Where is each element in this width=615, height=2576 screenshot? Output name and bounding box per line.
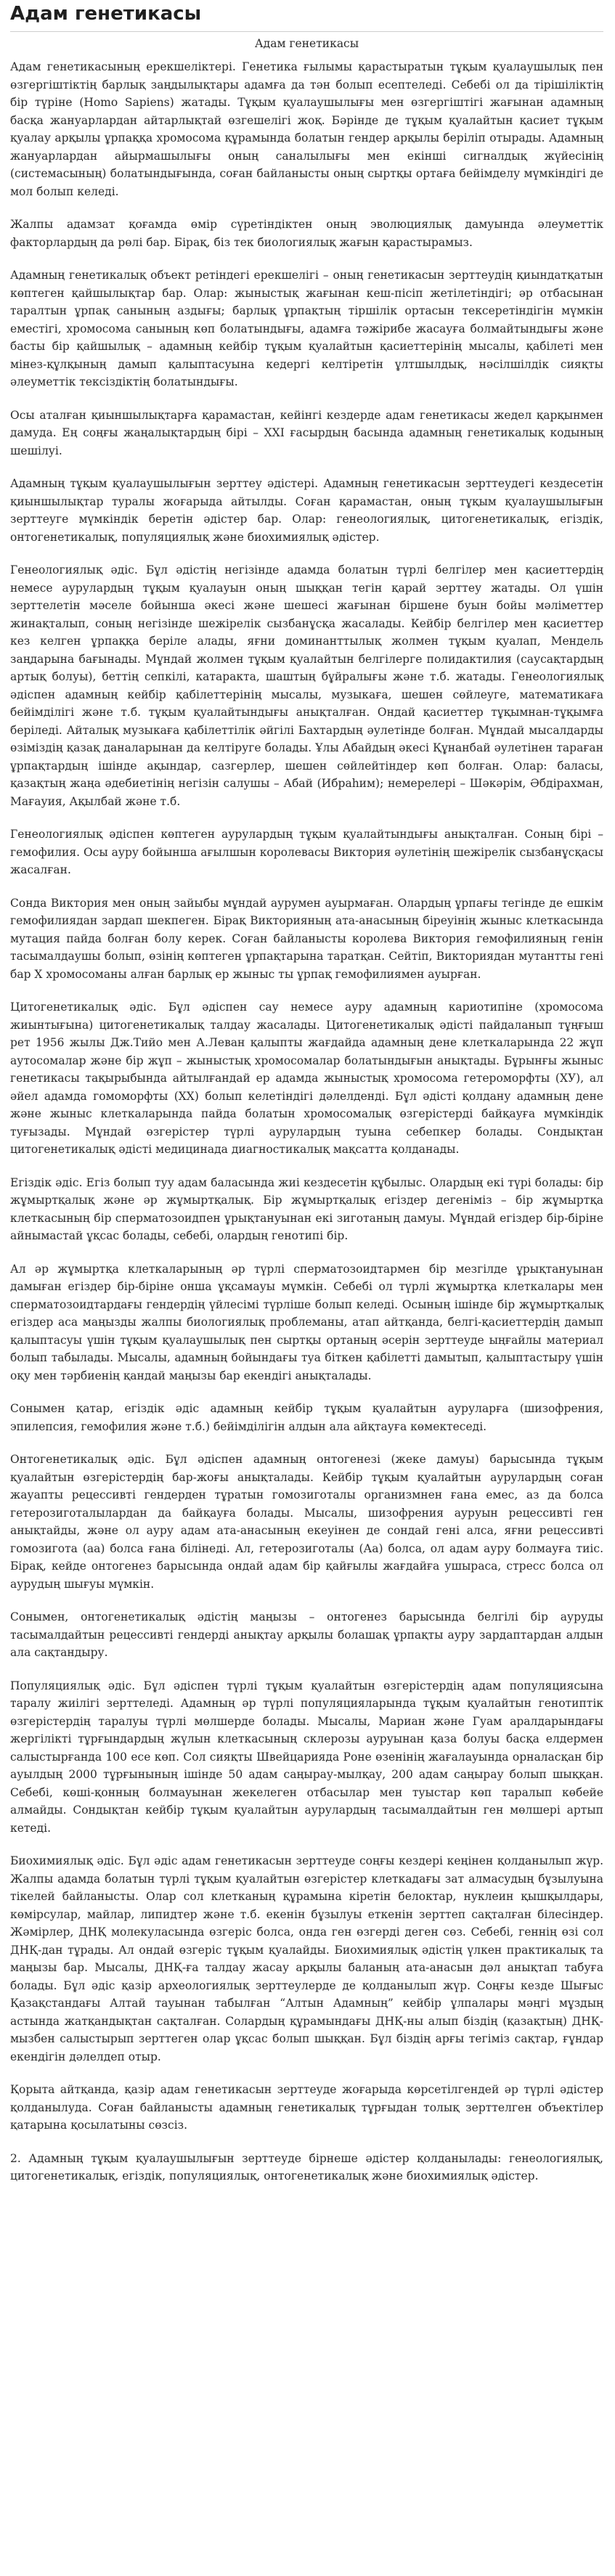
- article-body: [10, 58, 603, 2185]
- title-divider: [10, 31, 603, 32]
- paragraph-conclusion: Қорыта айтқанда, қазір адам генетикасын зерттеуде жоғарыда көрсетілгендей әр түрлі әдістер қолданылуда. Соған байланысты адамның генетикалық тұрғыдан толық зерттелген объектілер қатарына қосылатыны сөзсіз.: [10, 2083, 603, 2132]
- paragraph-genealogical-method: Генеологиялық әдіс. Бұл әдістің негізінде адамда болатын түрлі белгілер мен қасиеттердің немесе аурулардың тұқым қуалауын оның шыққан тегін қарай зерттеу жатады. Ол үшін зерттелетін мәселе бойынша әкесі және шешесі жағынан біршене буын бойы мәліметтер жинақталып, соның негізінде шежірелік сызбанұсқа жасалады. Кейбір белгілер мен қасиеттер кез келген ұрпаққа беріле алады, яғни доминанттылық жолмен тұқым қуалап, Мендель заңдарына бағынады. Мұндай жолмен тұқым қуалайтын белгілерге полидактилия (саусақтардың артық болуы), беттің сепкілі, катаракта, шаштың бұйралығы және т.б. жатады. Генеологиялық әдіспен адамның кейбір қабілеттерінің мысалы, музыкаға, шешен сөйлеуге, математикаға бейімділігі және т.б. тұқым қуалайтындығы анықталған. Ондай қасиеттер тұқымнан-тұқымға беріледі. Айталық музыкаға қабілеттілік әйгілі Бахтардың әулетінде болған. Мұндай мысалдарды өзіміздің қазақ даналарынан да келтіруге болады. Ұлы Абайдың әкесі Құнанбай әулетінен тараған ұрпақтардың ішінде ақындар, сазгерлер, шешен сөйлейтіндер көп болған. Олар: баласы, қазақтың жаңа әдебиетінің негізін салушы – Абай (Ибраһим); немерелері – Шәкәрім, Әбдірахман, Мағауия, Ақылбай және т.б.: [10, 563, 603, 808]
- paragraph-rapid-development: Осы аталған қиыншылықтарға қарамастан, кейінгі кездерде адам генетикасы жедел қарқынмен дамуда. Ең соңғы жаңалықтардың бірі – ХХІ ғасырдың басында адамның генетикалық кодының шешілуі.: [10, 408, 603, 457]
- paragraph-twin-disease-risk: Сонымен қатар, егіздік әдіс адамның кейбір тұқым қуалайтын ауруларға (шизофрения, эпилепсия, гемофилия және т.б.) бейімділігін алдын ала айқтауға көмектеседі.: [10, 1402, 603, 1433]
- paragraph-queen-victoria: Сонда Виктория мен оның зайыбы мұндай аурумен ауырмаған. Олардың ұрпағы тегінде де ешкім гемофилиядан зардап шекпеген. Бірақ Викторияның ата-анасының біреуінің жыныс клеткасында мутация пайда болған болу керек. Соған байланысты королева Виктория гемофилияның генін тасымалдаушы болып, өзінің көптеген ұрпақтарына таратқан. Сейтіп, Викториядан мутантты гені бар Х хромосоманы алған барлық ер жыныс ты ұрпақ гемофилиямен ауырған.: [10, 896, 603, 981]
- page-title: Адам генетикасы: [10, 3, 202, 25]
- paragraph-social-factors: Жалпы адамзат қоғамда өмір сүретіндіктен оның эволюциялық дамуында әлеуметтік факторлардың да рөлі бар. Бірақ, біз тек биологиялық жағын қарастырамыз.: [10, 218, 603, 249]
- paragraph-summary-methods: 2. Адамның тұқым қуалаушылығын зерттеуде бірнеше әдістер қолданылады: генеологиялық, цитогенетикалық, егіздік, популяциялық, онтогенетикалық және биохимиялық әдістер.: [10, 2151, 603, 2182]
- paragraph-hemophilia: Генеологиялық әдіспен көптеген аурулардың тұқым қуалайтындығы анықталған. Соның бірі – гемофилия. Осы ауру бойынша ағылшын королевасы Виктория әулетінің шежірелік сызбанұсқасы жасалған.: [10, 828, 603, 876]
- paragraph-ontogenetic-importance: Сонымен, онтогенетикалық әдістің маңызы – онтогенез барысында белгілі бір ауруды тасымалдайтын рецессивті гендерді анықтау арқылы болашақ ұрпақты ауру зардаптардан алдын ала сақтандыру.: [10, 1610, 603, 1659]
- paragraph-population-method: Популяциялық әдіс. Бұл әдіспен түрлі тұқым қуалайтын өзгерістердің адам популяциясына таралу жиілігі зерттеледі. Адамның әр түрлі популяцияларында тұқым қуалайтын генотиптік өзгерістердің таралуы түрлі мөлшерде болады. Мысалы, Мариан және Гуам аралдарындағы жергілікті тұрғындардың жүлын клеткасының склерозы ауруынан қаза болуы басқа елдермен салыстырғанда 100 есе көп. Сол сияқты Швейцарияда Роне өзенінің жағалауында орналасқан бір ауылдың 2000 тұрғынының ішінде 50 адам саңырау-мылқау, 200 адам саңырау болып шыққан. Себебі, көші-қонның болмауынан жекелеген отбасылар мен туыстар көп таралып көбейе алмайды. Сондықтан кейбір тұқым қуалайтын аурулардың тасымалдайтын ген мөлшері артып кетеді.: [10, 1679, 603, 1835]
- paragraph-ontogenetic-method: Онтогенетикалық әдіс. Бұл әдіспен адамның онтогенезі (жеке дамуы) барысында тұқым қуалайтын өзгерістердің бар-жоғы анықталады. Кейбір тұқым қуалайтын аурулардың соған жауапты рецессивті гендерден тұратын гомозиготалы организмнен ғана емес, аз да болса гетерозиготалылардан да байқауға болады. Мысалы, шизофрения ауруын рецессивті ген анықтайды, және ол ауру адам ата-анасының екеуінен де сондай гені алса, яғни рецессивті гомозигота (аа) болса ғана білінеді. Ал, гетерозиготалы (Аа) болса, ол адам ауру болмауға тиіс. Бірақ, кейде онтогенез барысында ондай адам бір қайғылы жағдайға ушыраса, стресс болса ол аурудың шығуы мүмкін.: [10, 1453, 603, 1591]
- article-subtitle: Адам генетикасы: [254, 37, 359, 50]
- paragraph-research-methods: Адамның тұқым қуалаушылығын зерттеу әдістері. Адамның генетикасын зерттеудегі кездесетін қиыншылықтар туралы жоғарыда айтылды. Соған қарамастан, оның тұқым қуалаушылығын зерттеуге мүмкіндік беретін әдістер бар. Олар: генеологиялық, цитогенетикалық, егіздік, онтогенетикалық, популяциялық және биохимиялық әдістер.: [10, 477, 603, 544]
- paragraph-research-difficulties: Адамның генетикалық объект ретіндегі ерекшелігі – оның генетикасын зерттеудің қиындатқатын көптеген қайшылықтар бар. Олар: жыныстық жағынан кеш-пісіп жетілетіндігі; әр отбасынан таралтын ұрпақ санының аздығы; барлық ұрпақтың тіршілік ортасын тексеретіндігін мүмкін еместігі, хромосома санының көп болатындығы, адамға тәжірибе жасауға болмайтындығы және басты бір қайшылық – адамның кейбір тұқым қуалайтын қасиеттерінің мысалы, қабілеті мен мінез-құлқының дамып қалыптасуына кедергі келтіретін ұлтшылдық, нәсілшілдік сияқты әлеуметтік тексіздіктің болатындығы.: [10, 269, 603, 388]
- paragraph-heredity-features: Адам генетикасының ерекшеліктері. Генетика ғылымы қарастыратын тұқым қуалаушылық пен өзгергіштіктің барлық заңдылықтары адамға да тән болып есептеледі. Себебі ол да тірішіліктің бір түріне (Homo Sapiens) жатады. Тұқым қуалаушылығы мен өзгергіштігі жағынан адамның басқа жануарлардан айтарлықтай өзгешелігі жоқ. Бәрінде де тұқым қуалайтын қасиет тұқым қуалау арқылы ұрпаққа хромосома құрамында болатын гендер арқылы беріліп отырады. Адамның жануарлардан айырмашылығы оның саналылығы мен екінші сигналдық жүйесінің (системасының) болатындығында, соған байланысты оның сыртқы ортаға бейімделу мүмкіндігі де мол болып келеді.: [10, 60, 603, 198]
- paragraph-fraternal-twins: Ал әр жұмыртқа клеткаларының әр түрлі сперматозоидтармен бір мезгілде ұрықтануынан дамыған егіздер бір-біріне онша ұқсамауы мүмкін. Себебі ол түрлі жұмыртқа клеткалары мен сперматозоидтардағы гендердің үйлесімі түрліше болып келеді. Осының ішінде бір жұмыртқалық егіздер аса маңызды жалпы биологиялық проблеманы, атап айтқанда, белгі-қасиеттердің дамып қалыптасуы үшін тұқым қуалаушылық пен сыртқы ортаның әсерін зерттеуде ыңғайлы материал болып табылады. Мысалы, адамның бойындағы туа біткен қабілетті дамытып, қалыптастыру үшін оқу мен тәрбиенің қандай маңызы бар екендігі анықталады.: [10, 1262, 603, 1382]
- paragraph-twin-method: Егіздік әдіс. Егіз болып туу адам баласында жиі кездесетін құбылыс. Олардың екі түрі болады: бір жұмыртқалық және әр жұмыртқалық. Бір жұмыртқалық егіздер дегеніміз – бір жұмыртқа клеткасының бір сперматозоидпен ұрықтануынан екі зиготаның дамуы. Мұндай егіздер бір-біріне айнымастай ұқсас болады, себебі, олардың генотипі бір.: [10, 1175, 603, 1242]
- paragraph-biochemical-method: Биохимиялық әдіс. Бұл әдіс адам генетикасын зерттеуде соңғы кездері кеңінен қолданылып жүр. Жалпы адамда болатын түрлі тұқым қуалайтын өзгерістер клеткадағы зат алмасудың бұзылуына тікелей байланысты. Олар сол клетканың құрамына кіретін белоктар, нуклеин қышқылдары, көмірсулар, майлар, липидтер және т.б. екенін бұзылуы еткенін зерттеп сақталған білесіндер. Жәмірлер, ДНҚ молекуласында өзгеріс болса, онда ген өзгерді деген сөз. Себебі, геннің өзі сол ДНҚ-дан тұрады. Ал ондай өзгеріс тұқым қуалайды. Биохимиялық әдістің үлкен практикалық та маңызы бар. Мысалы, ДНҚ-ға талдау жасау арқылы баланың ата-анасын дәл анықтап табуға болады. Бұл әдіс қазір археологиялық зерттеулерде де қолданылып жүр. Соңғы кезде Шығыс Қазақстандағы Алтай тауынан табылған “Алтын Адамның” кейбір ұлпалары мәңгі мұздың астында жатқандықтан сақталған. Солардың құрамындағы ДНҚ-ны алып біздің (қазақтың) ДНҚ-мызбен салыстырып зерттеген олар ұқсас болып шыққан. Бұл біздің арғы тегіміз сақтар, ғұндар екендігін дәлелдеп отыр.: [10, 1854, 603, 2063]
- paragraph-cytogenetic-method: Цитогенетикалық әдіс. Бұл әдіспен сау немесе ауру адамның кариотипіне (хромосома жиынтығына) цитогенетикалық талдау жасалады. Цитогенетикалық әдісті пайдаланып тұңғыш рет 1956 жылы Дж.Тийо мен А.Леван қалыпты жағдайда адамның дене клеткаларында 22 жұп аутосомалар және бір жұп – жыныстық хромосомалар болатындығын анықтады. Бұрынғы жыныс генетикасы тақырыбында айтылғандай ер адамда жыныстық хромосома гетероморфты (ХУ), ал әйел адамда гомоморфты (ХХ) болып келетіндігі дәлелденді. Бұл әдісті қолдану адамның дене және жыныс клеткаларында пайда болатын хромосомалық өзгерістерді байқауға мүмкіндік туғызады. Мұндай өзгерістер түрлі аурулардың туына себепкер болады. Сондықтан цитогенетикалық әдісті медицинада диагностикалық мақсатта қолданады.: [10, 1000, 603, 1156]
